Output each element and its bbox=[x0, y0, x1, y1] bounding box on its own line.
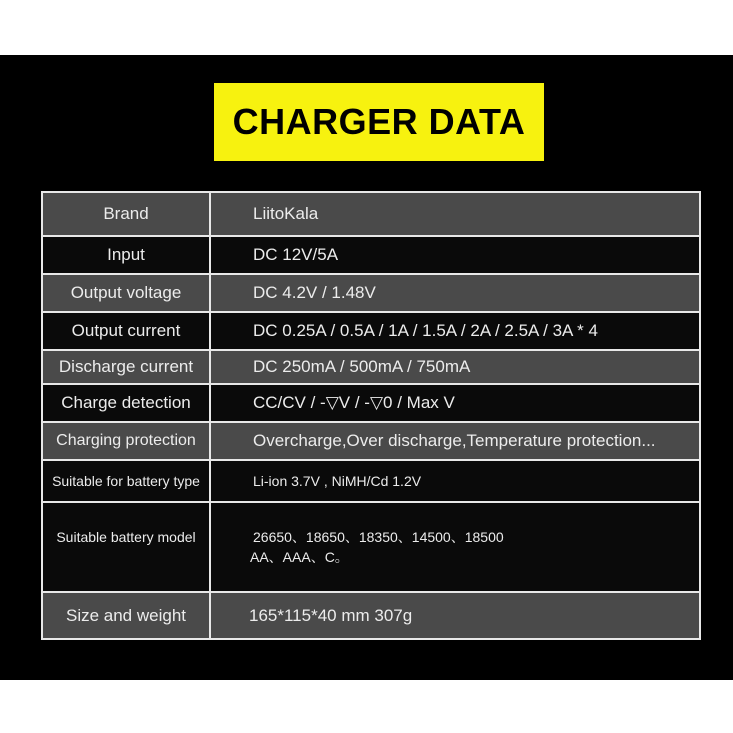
table-row-battery-model bbox=[43, 503, 699, 591]
table-row-size-weight bbox=[43, 593, 699, 638]
table-row-discharge-current bbox=[43, 351, 699, 383]
row-value: CC/CV / -▽V / -▽0 / Max V bbox=[211, 385, 699, 421]
row-value: Li-ion 3.7V , NiMH/Cd 1.2V bbox=[211, 461, 699, 501]
table-row-charge-detection bbox=[43, 385, 699, 421]
row-label: Size and weight bbox=[43, 593, 211, 638]
row-value: Overcharge,Over discharge,Temperature protection... bbox=[211, 423, 699, 459]
row-label: Suitable battery model bbox=[43, 503, 211, 591]
row-label: Discharge current bbox=[43, 351, 211, 383]
table-row-output-voltage bbox=[43, 275, 699, 311]
title-banner bbox=[214, 83, 544, 161]
row-value: LiitoKala bbox=[211, 193, 699, 235]
battery-model-line-1: 26650、18650、18350、14500、18500 bbox=[253, 529, 504, 545]
table-row-output-current bbox=[43, 313, 699, 349]
row-value: DC 250mA / 500mA / 750mA bbox=[211, 351, 699, 383]
row-label: Output current bbox=[43, 313, 211, 349]
row-value: DC 12V/5A bbox=[211, 237, 699, 273]
row-value: DC 4.2V / 1.48V bbox=[211, 275, 699, 311]
table-row-charging-protection bbox=[43, 423, 699, 459]
row-label: Suitable for battery type bbox=[43, 461, 211, 501]
row-label: Brand bbox=[43, 193, 211, 235]
row-label: Charge detection bbox=[43, 385, 211, 421]
row-value bbox=[211, 503, 699, 591]
table-row-battery-type bbox=[43, 461, 699, 501]
battery-model-line-2: AA、AAA、C。 bbox=[250, 549, 349, 565]
row-value: 165*115*40 mm 307g bbox=[211, 593, 699, 638]
row-label: Output voltage bbox=[43, 275, 211, 311]
page-title: CHARGER DATA bbox=[232, 101, 526, 142]
row-label: Input bbox=[43, 237, 211, 273]
spec-table bbox=[41, 191, 701, 640]
table-row-input bbox=[43, 237, 699, 273]
row-label: Charging protection bbox=[43, 423, 211, 459]
table-row-brand bbox=[43, 193, 699, 235]
row-value: DC 0.25A / 0.5A / 1A / 1.5A / 2A / 2.5A / 3A * 4 bbox=[211, 313, 699, 349]
